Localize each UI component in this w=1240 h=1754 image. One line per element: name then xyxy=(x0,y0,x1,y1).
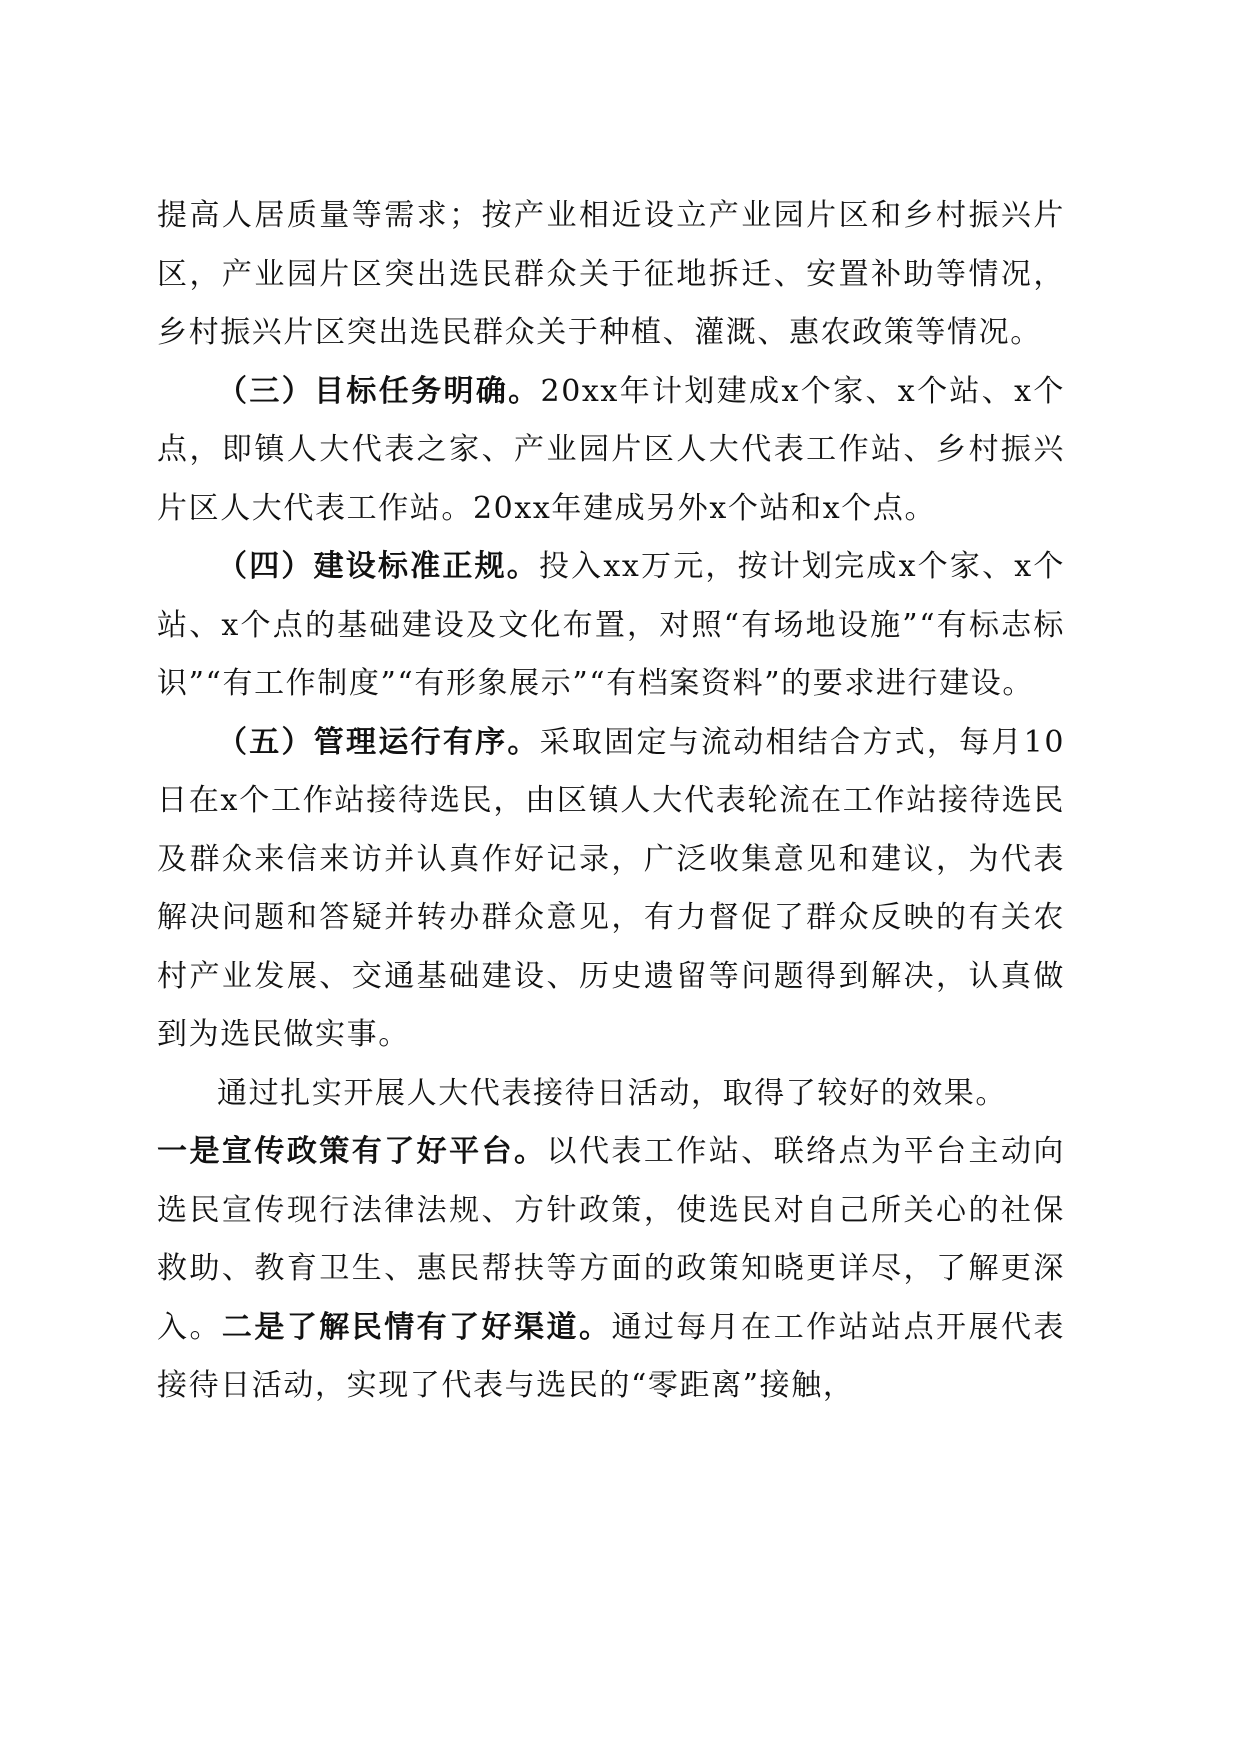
paragraph-text: 采取固定与流动相结合方式，每月10日在x个工作站接待选民，由区镇人大代表轮流在工作站接待选民及群众来信来访并认真作好记录，广泛收集意见和建议，为代表解决问题和答疑并转办群众意见，有力督促了群众反映的有关农村产业发展、交通基础建设、历史遗留等问题得到解决，认真做到为选民做实事。 xyxy=(157,724,1066,1052)
section-heading: （四）建设标准正规。 xyxy=(217,549,539,584)
paragraph-text: 提高人居质量等需求；按产业相近设立产业园片区和乡村振兴片区，产业园片区突出选民群众关于征地拆迁、安置补助等情况，乡村振兴片区突出选民群众关于种植、灌溉、惠农政策等情况。 xyxy=(157,198,1065,350)
paragraph-text: 20xx年计划建成x个家、x个站、x个点，即镇人大代表之家、产业园片区人大代表工作站、乡村振兴片区人大代表工作站。20xx年建成另外x个站和x个点。 xyxy=(157,373,1065,526)
paragraph-text: 通过每月在工作站站点开展代表接待日活动，实现了代表与选民的“零距离”接触， xyxy=(157,1309,1066,1403)
section-heading: （五）管理运行有序。 xyxy=(217,724,540,760)
paragraph-management xyxy=(157,714,1065,1065)
section-heading: （三）目标任务明确。 xyxy=(217,373,541,409)
document-body xyxy=(157,187,1065,1416)
paragraph-text: 投入xx万元，按计划完成x个家、x个站、x个点的基础建设及文化布置，对照“有场地设施”“有标志标识”“有工作制度”“有形象展示”“有档案资料”的要求进行建设。 xyxy=(157,549,1065,701)
point-heading: 一是宣传政策有了好平台。 xyxy=(157,1134,547,1169)
paragraph-target-tasks xyxy=(157,363,1065,539)
paragraph-effects-intro xyxy=(157,1065,1065,1124)
paragraph-construction-standard xyxy=(157,538,1065,714)
paragraph-text: 通过扎实开展人大代表接待日活动，取得了较好的效果。 xyxy=(217,1075,1007,1111)
paragraph-continuation xyxy=(157,187,1065,363)
paragraph-effects xyxy=(157,1123,1065,1416)
point-heading: 二是了解民情有了好渠道。 xyxy=(221,1309,612,1345)
paragraph-text: 以代表工作站、联络点为平台主动向选民宣传现行法律法规、方针政策，使选民对自己所关心的社保救助、教育卫生、惠民帮扶等方面的政策知晓更详尽，了解更深入。 xyxy=(157,1134,1065,1345)
